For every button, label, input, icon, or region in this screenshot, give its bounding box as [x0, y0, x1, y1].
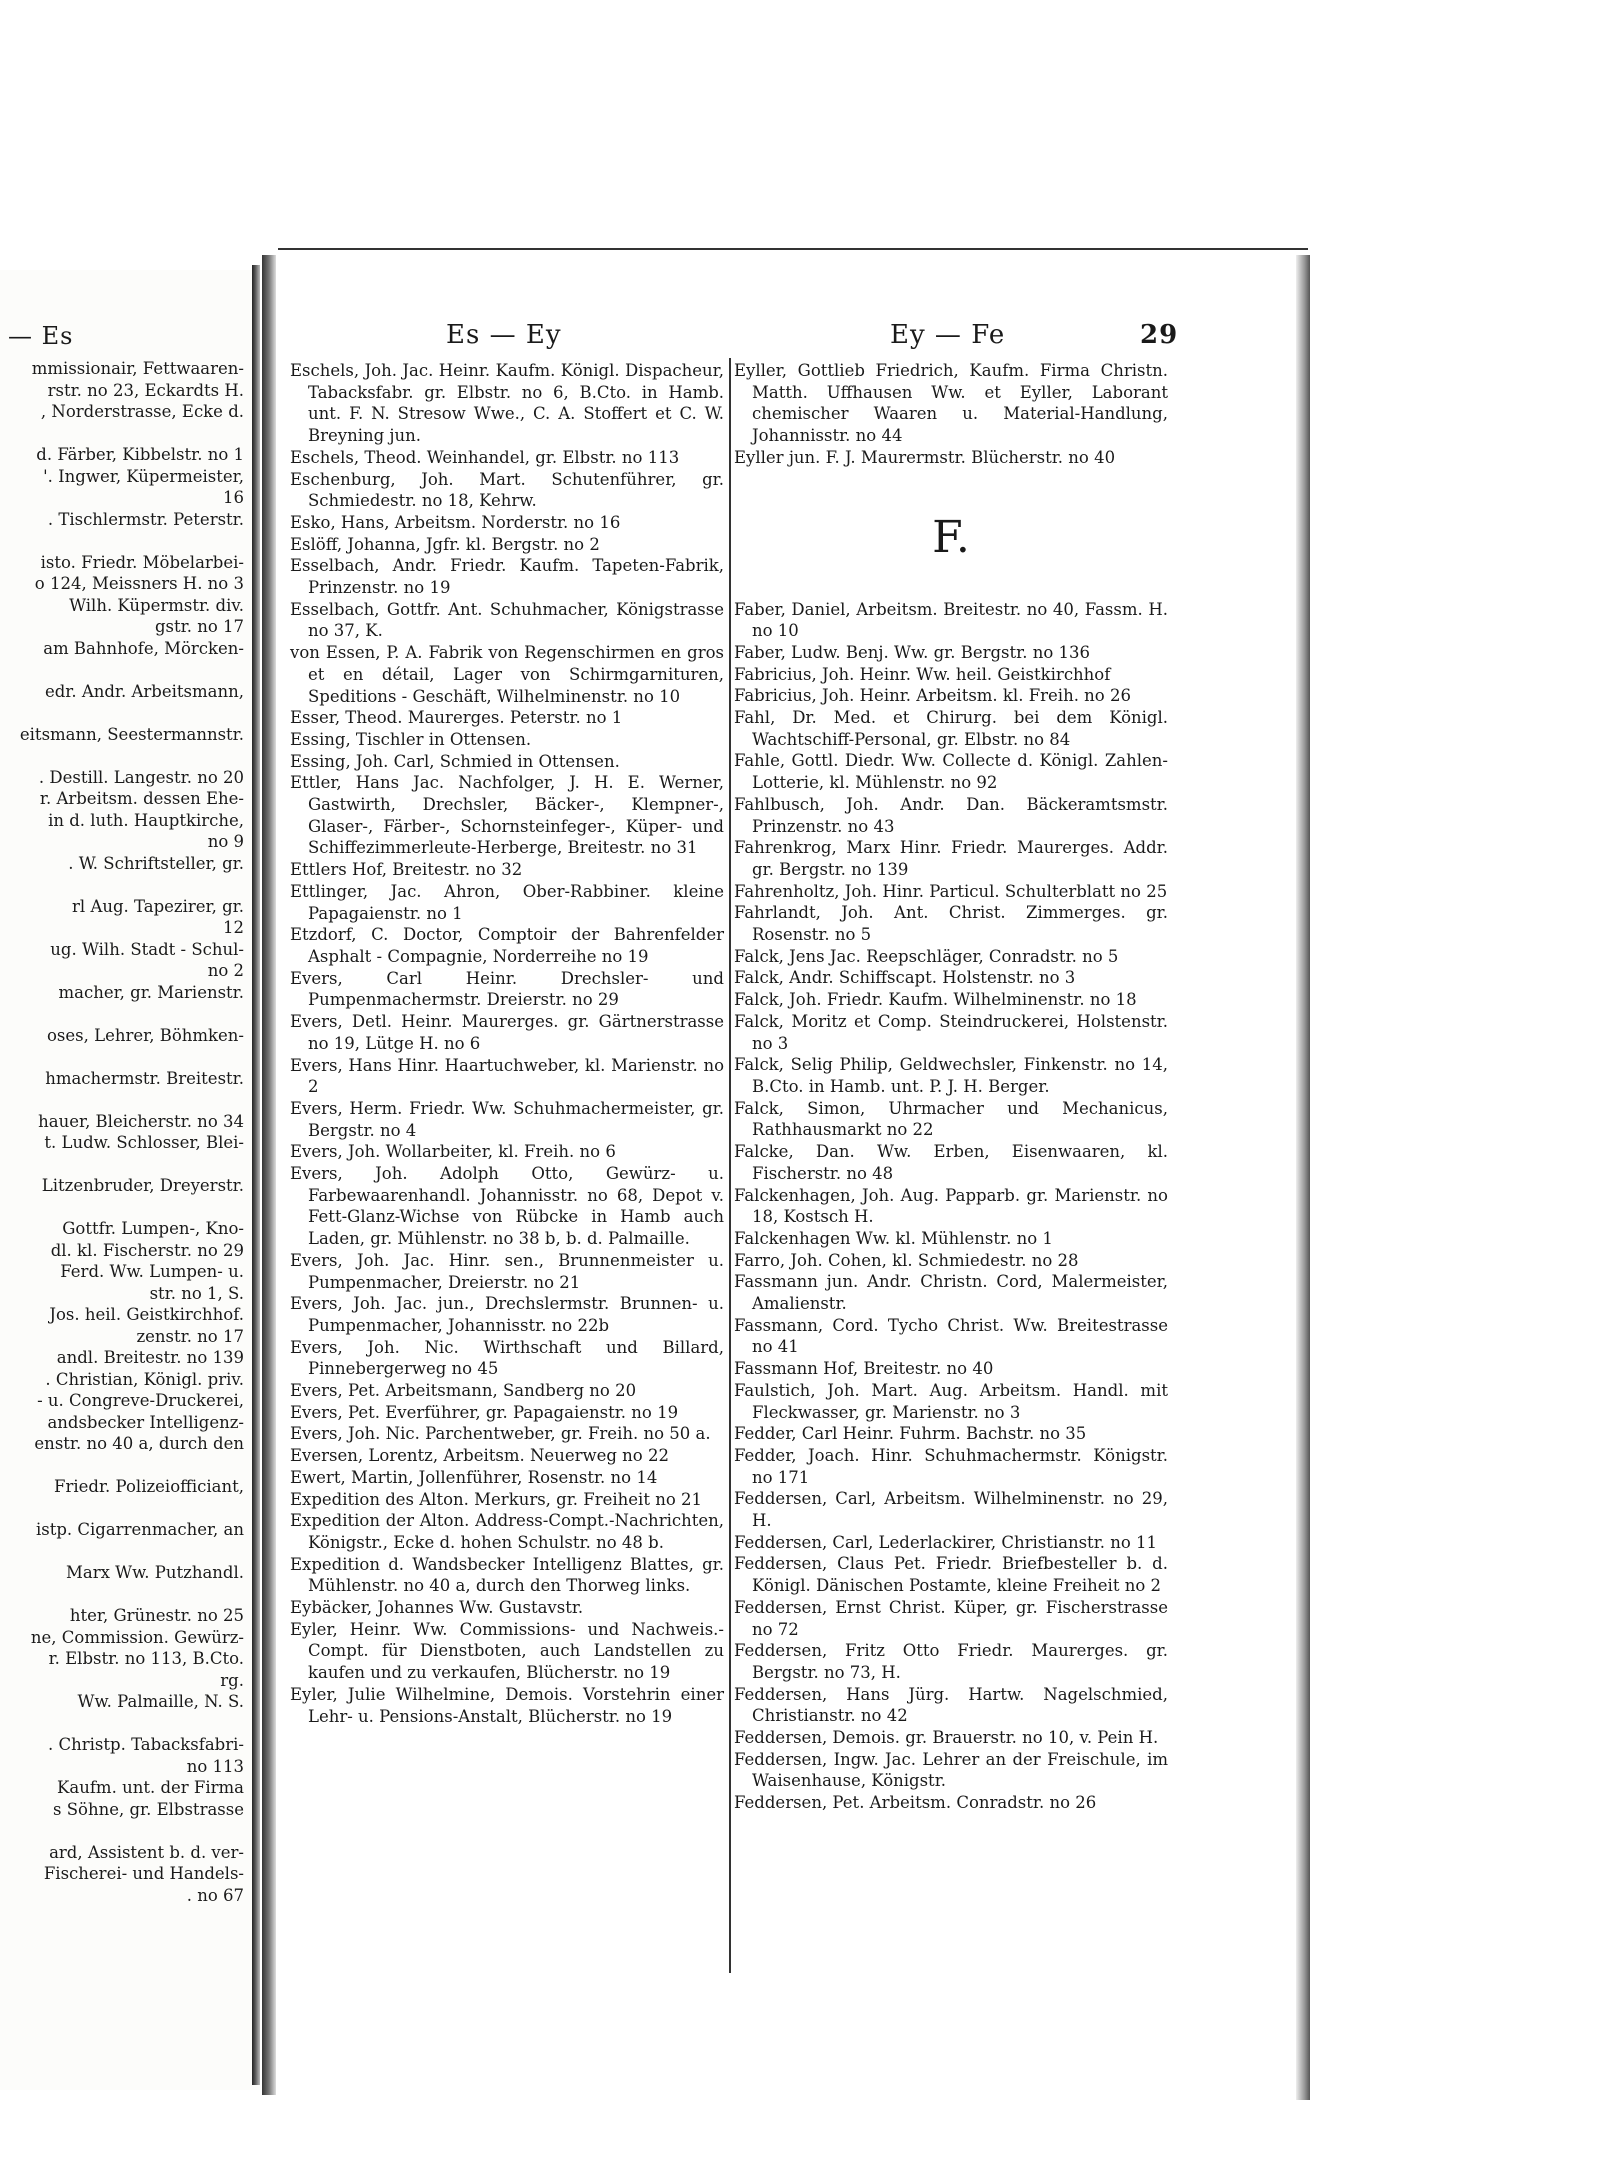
directory-entry: Eschels, Joh. Jac. Heinr. Kaufm. Königl. Dispacheur, Tabacksfabr. gr. Elbstr. no 6, B.Cto. in Hamb. unt. F. N. Stresow Wwe., C. A. Stoffert et C. W. Breyning jun. — [290, 361, 724, 446]
directory-entry: Feddersen, Pet. Arbeitsm. Conradstr. no 26 — [734, 1793, 1097, 1813]
previous-page-header: — Es — [8, 322, 74, 350]
previous-page-line: zenstr. no 17 — [136, 1326, 244, 1346]
directory-entry: Falck, Simon, Uhrmacher und Mechanicus, Rathhausmarkt no 22 — [734, 1098, 1168, 1140]
previous-page-line — [0, 1046, 250, 1068]
previous-page-line — [0, 1197, 250, 1219]
directory-entry: Essing, Tischler in Ottensen. — [290, 729, 532, 749]
previous-page-line: ard, Assistent b. d. ver- — [49, 1842, 244, 1862]
previous-page-line: Fischerei- und Handels- — [43, 1864, 244, 1883]
directory-entry: von Essen, P. A. Fabrik von Regenschirmen en gros et en détail, Lager von Schirmgarnituren, Speditions - Geschäft, Wilhelminenstr. no 10 — [290, 643, 724, 706]
directory-entry: Eyller, Gottlieb Friedrich, Kaufm. Firma Christn. Matth. Uffhausen Ww. et Eyller, Laborant chemischer Waaren u. Material-Handlung, Johannisstr. no 44 — [734, 361, 1168, 446]
previous-page-line: '. Ingwer, Küpermeister, — [43, 466, 244, 486]
column-left — [290, 360, 724, 1727]
previous-page-line: macher, gr. Marienstr. — [58, 982, 244, 1002]
directory-entry: Falck, Selig Philip, Geldwechsler, Finkenstr. no 14, B.Cto. in Hamb. unt. P. J. H. Berger. — [734, 1055, 1168, 1096]
directory-entry: Falck, Andr. Schiffscapt. Holstenstr. no 3 — [734, 968, 1076, 988]
previous-page-line: Friedr. Polizeiofficiant, — [54, 1477, 244, 1496]
previous-page-line: eitsmann, Seestermannstr. — [19, 724, 244, 744]
previous-page-line: . W. Schriftsteller, gr. — [68, 853, 244, 873]
directory-entry: Faber, Daniel, Arbeitsm. Breitestr. no 40, Fassm. H. no 10 — [734, 599, 1168, 641]
directory-entry: Faber, Ludw. Benj. Ww. gr. Bergstr. no 136 — [734, 642, 1091, 662]
directory-entry: Eversen, Lorentz, Arbeitsm. Neuerweg no 22 — [290, 1446, 669, 1466]
directory-entry: Fedder, Carl Heinr. Fuhrm. Bachstr. no 35 — [734, 1424, 1087, 1444]
directory-entry: Feddersen, Ingw. Jac. Lehrer an der Freischule, im Waisenhause, Königstr. — [734, 1749, 1168, 1791]
previous-page-line — [0, 1498, 250, 1520]
directory-entry: Etzdorf, C. Doctor, Comptoir der Bahrenfelder Asphalt - Compagnie, Norderreihe no 19 — [290, 925, 724, 966]
directory-entry: Eyler, Julie Wilhelmine, Demois. Vorstehrin einer Lehr- u. Pensions-Anstalt, Blücherstr. no 19 — [290, 1684, 724, 1726]
directory-entry: Falckenhagen, Joh. Aug. Papparb. gr. Marienstr. no 18, Kostsch H. — [734, 1185, 1168, 1227]
previous-page-line: d. Färber, Kibbelstr. no 1 — [36, 445, 244, 464]
previous-page-line — [0, 530, 250, 552]
directory-entry: Evers, Joh. Nic. Parchentweber, gr. Freih. no 50 a. — [290, 1424, 711, 1444]
directory-entry: Farro, Joh. Cohen, kl. Schmiedestr. no 28 — [734, 1250, 1079, 1270]
directory-entry: Eschels, Theod. Weinhandel, gr. Elbstr. no 113 — [290, 447, 680, 467]
right-page-edge — [1296, 255, 1310, 2100]
previous-page-line — [0, 745, 250, 767]
previous-page-line: dl. kl. Fischerstr. no 29 — [50, 1240, 244, 1260]
previous-page-line — [0, 1003, 250, 1025]
column-right-bottom-entries — [734, 599, 1168, 1814]
previous-page-line: hauer, Bleicherstr. no 34 — [38, 1111, 244, 1131]
previous-page-line: Wilh. Küpermstr. div. — [69, 595, 244, 615]
directory-entry: Ettlinger, Jac. Ahron, Ober-Rabbiner. kleine Papagaienstr. no 1 — [290, 881, 724, 923]
directory-entry: Falck, Joh. Friedr. Kaufm. Wilhelminenstr. no 18 — [734, 990, 1137, 1010]
directory-entry: Fassmann jun. Andr. Christn. Cord, Malermeister, Amalienstr. — [734, 1272, 1168, 1314]
previous-page-line: rl Aug. Tapezirer, gr. — [72, 896, 244, 916]
directory-entry: Fassmann, Cord. Tycho Christ. Ww. Breitestrasse no 41 — [734, 1315, 1168, 1357]
previous-page-line: in d. luth. Hauptkirche, — [48, 810, 244, 830]
previous-page-line: gstr. no 17 — [154, 617, 244, 636]
directory-entry: Fabricius, Joh. Heinr. Ww. heil. Geistkirchhof — [734, 664, 1111, 684]
previous-page-line: andsbecker Intelligenz- — [47, 1412, 244, 1432]
directory-entry: Evers, Joh. Jac. Hinr. sen., Brunnenmeister u. Pumpenmacher, Dreierstr. no 21 — [290, 1250, 724, 1292]
previous-page-line: . Tischlermstr. Peterstr. — [47, 509, 244, 529]
directory-entry: Evers, Carl Heinr. Drechsler- und Pumpenmachermstr. Dreierstr. no 29 — [290, 968, 724, 1010]
directory-entry: Evers, Joh. Jac. jun., Drechslermstr. Brunnen- u. Pumpenmacher, Johannisstr. no 22b — [290, 1294, 724, 1335]
previous-page-line: no 9 — [207, 832, 244, 851]
directory-entry: Eslöff, Johanna, Jgfr. kl. Bergstr. no 2 — [290, 534, 600, 554]
directory-entry: Evers, Joh. Nic. Wirthschaft und Billard, Pinnebergerweg no 45 — [290, 1337, 724, 1379]
previous-page-line: mmissionair, Fettwaaren- — [31, 359, 244, 378]
previous-page-line: 12 — [223, 918, 244, 937]
previous-page-line: , Norderstrasse, Ecke d. — [40, 402, 244, 421]
previous-page-line: enstr. no 40 a, durch den — [34, 1434, 244, 1453]
directory-entry: Fahrlandt, Joh. Ant. Christ. Zimmerges. gr. Rosenstr. no 5 — [734, 903, 1168, 945]
previous-page-line: o 124, Meissners H. no 3 — [34, 574, 244, 593]
directory-entry: Feddersen, Fritz Otto Friedr. Maurerges. gr. Bergstr. no 73, H. — [734, 1641, 1168, 1682]
left-page-edge — [252, 265, 260, 2085]
directory-entry: Fassmann Hof, Breitestr. no 40 — [734, 1359, 994, 1379]
directory-entry: Evers, Pet. Everführer, gr. Papagaienstr. no 19 — [290, 1402, 679, 1422]
section-letter: F. — [932, 511, 970, 563]
previous-page-line — [0, 1584, 250, 1606]
previous-page-line: edr. Andr. Arbeitsmann, — [44, 681, 244, 701]
directory-entry: Eschenburg, Joh. Mart. Schutenführer, gr. Schmiedestr. no 18, Kehrw. — [290, 469, 724, 511]
previous-page-line: isto. Friedr. Möbelarbei- — [40, 552, 244, 572]
header-range-right: Ey — Fe — [890, 320, 1006, 350]
previous-page-line — [0, 1154, 250, 1176]
book-gutter — [262, 255, 276, 2095]
column-right-top-entries — [734, 360, 1168, 469]
previous-page-line: s Söhne, gr. Elbstrasse — [53, 1799, 244, 1819]
directory-entry: Ewert, Martin, Jollenführer, Rosenstr. no 14 — [290, 1467, 658, 1487]
directory-entry: Esselbach, Gottfr. Ant. Schuhmacher, Königstrasse no 37, K. — [290, 599, 724, 641]
directory-entry: Esser, Theod. Maurerges. Peterstr. no 1 — [290, 708, 623, 728]
previous-page-line: no 113 — [186, 1756, 244, 1776]
previous-page-line — [0, 874, 250, 896]
directory-entry: Feddersen, Ernst Christ. Küper, gr. Fischerstrasse no 72 — [734, 1597, 1168, 1639]
previous-page-line: str. no 1, S. — [149, 1283, 244, 1303]
previous-page-line — [0, 1541, 250, 1563]
directory-entry: Feddersen, Hans Jürg. Hartw. Nagelschmied, Christianstr. no 42 — [734, 1684, 1168, 1726]
directory-entry: Fahle, Gottl. Diedr. Ww. Collecte d. Königl. Zahlen-Lotterie, kl. Mühlenstr. no 92 — [734, 751, 1168, 793]
directory-entry: Faulstich, Joh. Mart. Aug. Arbeitsm. Handl. mit Fleckwasser, gr. Marienstr. no 3 — [734, 1380, 1168, 1422]
previous-page-line: 16 — [223, 488, 244, 507]
previous-page-line: ug. Wilh. Stadt - Schul- — [50, 939, 244, 959]
page-number: 29 — [1140, 320, 1179, 350]
directory-entry: Eyller jun. F. J. Maurermstr. Blücherstr. no 40 — [734, 447, 1116, 467]
directory-entry: Fabricius, Joh. Heinr. Arbeitsm. kl. Freih. no 26 — [734, 686, 1131, 706]
directory-entry: Expedition der Alton. Address-Compt.-Nachrichten, Königstr., Ecke d. hohen Schulstr. no 48 b. — [290, 1511, 724, 1552]
directory-entry: Falck, Moritz et Comp. Steindruckerei, Holstenstr. no 3 — [734, 1011, 1168, 1053]
previous-page-line: hter, Grünestr. no 25 — [69, 1606, 244, 1625]
previous-page-line — [0, 702, 250, 724]
previous-page-line — [0, 1089, 250, 1111]
previous-page-line: rstr. no 23, Eckardts H. — [47, 380, 244, 400]
directory-entry: Feddersen, Carl, Lederlackirer, Christianstr. no 11 — [734, 1532, 1158, 1552]
directory-entry: Falck, Jens Jac. Reepschläger, Conradstr. no 5 — [734, 946, 1119, 966]
column-divider — [729, 358, 731, 1973]
directory-entry: Fahlbusch, Joh. Andr. Dan. Bäckeramtsmstr. Prinzenstr. no 43 — [734, 794, 1168, 836]
directory-entry: Evers, Pet. Arbeitsmann, Sandberg no 20 — [290, 1381, 637, 1401]
directory-entry: Feddersen, Demois. gr. Brauerstr. no 10, v. Pein H. — [734, 1728, 1159, 1748]
directory-entry: Feddersen, Claus Pet. Friedr. Briefbesteller b. d. Königl. Dänischen Postamte, kleine Freiheit no 2 — [734, 1554, 1168, 1596]
previous-page-line: Jos. heil. Geistkirchhof. — [49, 1305, 244, 1324]
previous-page-line — [0, 1820, 250, 1842]
header-range-left: Es — Ey — [446, 320, 562, 350]
directory-entry: Ettlers Hof, Breitestr. no 32 — [290, 860, 523, 880]
previous-page-line: . no 67 — [186, 1885, 244, 1905]
directory-entry: Falckenhagen Ww. kl. Mühlenstr. no 1 — [734, 1228, 1053, 1248]
directory-entry: Ettler, Hans Jac. Nachfolger, J. H. E. Werner, Gastwirth, Drechsler, Bäcker-, Klempner-, Glaser-, Färber-, Schornsteinfeger-, Küper- und Schiffezimmerleute-Herberge, Breitestr. no 31 — [290, 773, 724, 858]
previous-page-line — [0, 659, 250, 681]
previous-page-text — [0, 358, 250, 1906]
directory-entry: Eyler, Heinr. Ww. Commissions- und Nachweis.-Compt. für Dienstboten, auch Landstellen zu kaufen und zu verkaufen, Blücherstr. no 19 — [290, 1619, 724, 1683]
directory-page — [278, 248, 1308, 2100]
previous-page-line: Gottfr. Lumpen-, Kno- — [62, 1219, 244, 1238]
previous-page-line: Ferd. Ww. Lumpen- u. — [60, 1262, 244, 1281]
previous-page-line: . Christp. Tabacksfabri- — [48, 1735, 244, 1754]
previous-page-line: Kaufm. unt. der Firma — [57, 1778, 244, 1797]
previous-page-line: ne, Commission. Gewürz- — [30, 1627, 244, 1647]
previous-page-line: istp. Cigarrenmacher, an — [35, 1520, 244, 1539]
previous-page-line: oses, Lehrer, Böhmken- — [47, 1025, 244, 1045]
previous-page-line: t. Ludw. Schlosser, Blei- — [44, 1133, 244, 1152]
directory-entry: Evers, Joh. Adolph Otto, Gewürz- u. Farbewaarenhandl. Johannisstr. no 68, Depot v. Fett-Glanz-Wichse von Rübcke in Hamb auch Laden, gr. Mühlenstr. no 38 b, b. d. Palmaille. — [290, 1164, 724, 1249]
directory-entry: Fahl, Dr. Med. et Chirurg. bei dem Königl. Wachtschiff-Personal, gr. Elbstr. no 84 — [734, 708, 1168, 749]
previous-page-line: Litzenbruder, Dreyerstr. — [41, 1176, 244, 1195]
directory-entry: Evers, Joh. Wollarbeiter, kl. Freih. no 6 — [290, 1142, 616, 1162]
directory-entry: Fahrenholtz, Joh. Hinr. Particul. Schulterblatt no 25 — [734, 881, 1168, 901]
previous-page-line: rg. — [220, 1670, 244, 1690]
previous-page-line — [0, 423, 250, 445]
directory-entry: Evers, Herm. Friedr. Ww. Schuhmachermeister, gr. Bergstr. no 4 — [290, 1098, 724, 1140]
directory-entry: Esselbach, Andr. Friedr. Kaufm. Tapeten-Fabrik, Prinzenstr. no 19 — [290, 556, 724, 598]
previous-page-line — [0, 1713, 250, 1735]
previous-page-line: no 2 — [207, 961, 244, 980]
previous-page-line: - u. Congreve-Druckerei, — [37, 1391, 244, 1410]
directory-entry: Fedder, Joach. Hinr. Schuhmachermstr. Königstr. no 171 — [734, 1445, 1168, 1487]
previous-page-line: . Destill. Langestr. no 20 — [38, 767, 244, 787]
previous-page-line — [0, 1455, 250, 1477]
previous-page-line: . Christian, Königl. priv. — [45, 1369, 244, 1389]
previous-page-line: hmachermstr. Breitestr. — [45, 1068, 244, 1088]
previous-page-line: andl. Breitestr. no 139 — [56, 1348, 244, 1367]
directory-entry: Fahrenkrog, Marx Hinr. Friedr. Maurerges. Addr. gr. Bergstr. no 139 — [734, 838, 1168, 879]
directory-entry: Eybäcker, Johannes Ww. Gustavstr. — [290, 1598, 584, 1618]
directory-entry: Evers, Detl. Heinr. Maurerges. gr. Gärtnerstrasse no 19, Lütge H. no 6 — [290, 1012, 724, 1053]
directory-entry: Falcke, Dan. Ww. Erben, Eisenwaaren, kl. Fischerstr. no 48 — [734, 1142, 1168, 1183]
previous-page-line: Ww. Palmaille, N. S. — [77, 1692, 244, 1711]
directory-entry: Esko, Hans, Arbeitsm. Norderstr. no 16 — [290, 512, 621, 532]
previous-page-line: am Bahnhofe, Mörcken- — [43, 638, 244, 658]
directory-entry: Essing, Joh. Carl, Schmied in Ottensen. — [290, 751, 620, 771]
directory-entry: Expedition des Alton. Merkurs, gr. Freiheit no 21 — [290, 1489, 703, 1509]
previous-page-line: r. Elbstr. no 113, B.Cto. — [48, 1649, 244, 1668]
directory-entry: Expedition d. Wandsbecker Intelligenz Blattes, gr. Mühlenstr. no 40 a, durch den Thorweg links. — [290, 1554, 724, 1596]
directory-entry: Evers, Hans Hinr. Haartuchweber, kl. Marienstr. no 2 — [290, 1055, 724, 1097]
column-right — [734, 360, 1168, 1814]
previous-page-line: r. Arbeitsm. dessen Ehe- — [39, 789, 244, 808]
directory-entry: Feddersen, Carl, Arbeitsm. Wilhelminenstr. no 29, H. — [734, 1489, 1168, 1531]
previous-page-line: Marx Ww. Putzhandl. — [65, 1563, 244, 1582]
previous-page-fragment — [0, 270, 260, 2090]
